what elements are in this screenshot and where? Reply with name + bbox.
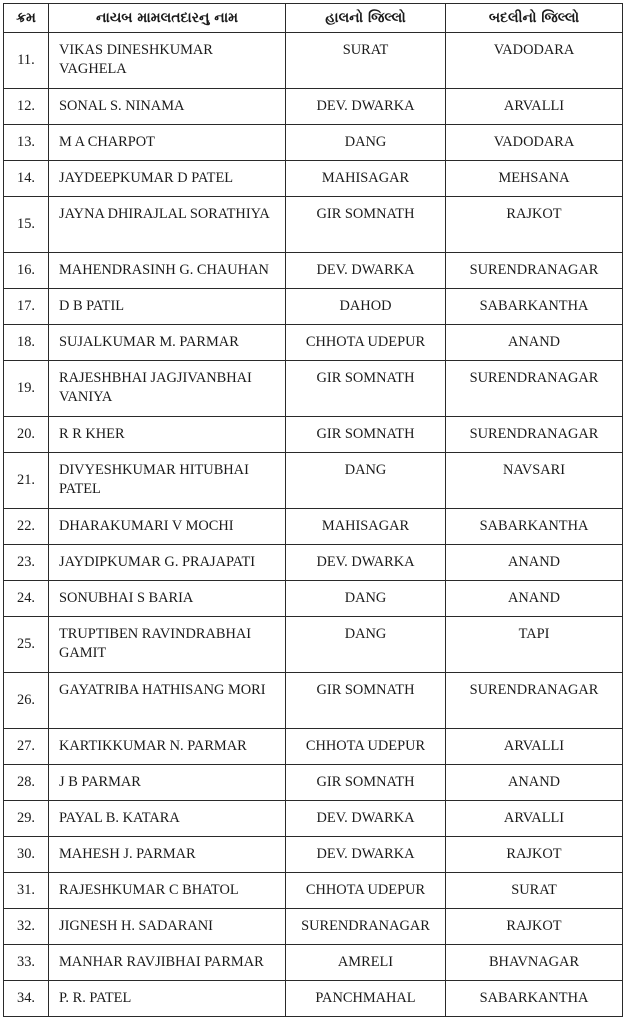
table-row: [4, 325, 623, 361]
cell-sr: 18.: [4, 325, 49, 361]
table-row: [4, 545, 623, 581]
cell-sr: 34.: [4, 981, 49, 1017]
cell-transfer-district: MEHSANA: [446, 161, 623, 197]
cell-transfer-district: SURAT: [446, 873, 623, 909]
cell-name: JAYNA DHIRAJLAL SORATHIYA: [49, 197, 286, 253]
cell-transfer-district: SABARKANTHA: [446, 981, 623, 1017]
cell-transfer-district: SURENDRANAGAR: [446, 253, 623, 289]
cell-transfer-district: ARVALLI: [446, 729, 623, 765]
cell-current-district: AMRELI: [286, 945, 446, 981]
cell-transfer-district: BHAVNAGAR: [446, 945, 623, 981]
table-row: [4, 837, 623, 873]
cell-sr: 25.: [4, 617, 49, 673]
cell-name: DHARAKUMARI V MOCHI: [49, 509, 286, 545]
cell-sr: 11.: [4, 33, 49, 89]
cell-current-district: DEV. DWARKA: [286, 837, 446, 873]
cell-name: MANHAR RAVJIBHAI PARMAR: [49, 945, 286, 981]
header-current-district: હાલનો જિલ્લો: [286, 4, 446, 33]
cell-current-district: PANCHMAHAL: [286, 981, 446, 1017]
table-row: [4, 89, 623, 125]
cell-sr: 15.: [4, 197, 49, 253]
cell-name: DIVYESHKUMAR HITUBHAI PATEL: [49, 453, 286, 509]
table-row: [4, 161, 623, 197]
cell-current-district: CHHOTA UDEPUR: [286, 325, 446, 361]
cell-sr: 14.: [4, 161, 49, 197]
table-row: [4, 945, 623, 981]
cell-sr: 12.: [4, 89, 49, 125]
cell-name: RAJESHBHAI JAGJIVANBHAI VANIYA: [49, 361, 286, 417]
cell-current-district: DANG: [286, 453, 446, 509]
cell-current-district: CHHOTA UDEPUR: [286, 873, 446, 909]
table-row: [4, 453, 623, 509]
table-row: [4, 909, 623, 945]
cell-current-district: GIR SOMNATH: [286, 673, 446, 729]
cell-sr: 31.: [4, 873, 49, 909]
cell-name: KARTIKKUMAR N. PARMAR: [49, 729, 286, 765]
cell-transfer-district: ANAND: [446, 325, 623, 361]
cell-sr: 24.: [4, 581, 49, 617]
cell-name: SONUBHAI S BARIA: [49, 581, 286, 617]
cell-current-district: SURENDRANAGAR: [286, 909, 446, 945]
table-row: [4, 801, 623, 837]
cell-transfer-district: ARVALLI: [446, 89, 623, 125]
cell-transfer-district: RAJKOT: [446, 197, 623, 253]
header-transfer-district: બદલીનો જિલ્લો: [446, 4, 623, 33]
cell-transfer-district: ANAND: [446, 581, 623, 617]
cell-current-district: GIR SOMNATH: [286, 417, 446, 453]
cell-current-district: DEV. DWARKA: [286, 801, 446, 837]
cell-current-district: GIR SOMNATH: [286, 197, 446, 253]
table-row: [4, 873, 623, 909]
cell-current-district: DANG: [286, 581, 446, 617]
cell-transfer-district: SURENDRANAGAR: [446, 673, 623, 729]
cell-name: PAYAL B. KATARA: [49, 801, 286, 837]
cell-current-district: DAHOD: [286, 289, 446, 325]
cell-sr: 29.: [4, 801, 49, 837]
cell-sr: 30.: [4, 837, 49, 873]
table-row: [4, 581, 623, 617]
cell-sr: 22.: [4, 509, 49, 545]
cell-name: JAYDEEPKUMAR D PATEL: [49, 161, 286, 197]
table-row: [4, 417, 623, 453]
cell-sr: 28.: [4, 765, 49, 801]
transfer-table: [3, 3, 623, 1017]
cell-name: SONAL S. NINAMA: [49, 89, 286, 125]
header-name: નાયબ મામલતદારનુ નામ: [49, 4, 286, 33]
cell-name: J B PARMAR: [49, 765, 286, 801]
table-row: [4, 253, 623, 289]
cell-current-district: DANG: [286, 617, 446, 673]
cell-transfer-district: RAJKOT: [446, 837, 623, 873]
cell-current-district: DEV. DWARKA: [286, 89, 446, 125]
cell-name: SUJALKUMAR M. PARMAR: [49, 325, 286, 361]
cell-transfer-district: NAVSARI: [446, 453, 623, 509]
cell-name: VIKAS DINESHKUMAR VAGHELA: [49, 33, 286, 89]
table-row: [4, 981, 623, 1017]
cell-transfer-district: SABARKANTHA: [446, 509, 623, 545]
header-row: [4, 4, 623, 33]
cell-transfer-district: VADODARA: [446, 125, 623, 161]
cell-current-district: DANG: [286, 125, 446, 161]
cell-current-district: SURAT: [286, 33, 446, 89]
cell-sr: 26.: [4, 673, 49, 729]
cell-transfer-district: ANAND: [446, 765, 623, 801]
table-row: [4, 509, 623, 545]
cell-sr: 33.: [4, 945, 49, 981]
cell-name: GAYATRIBA HATHISANG MORI: [49, 673, 286, 729]
cell-current-district: DEV. DWARKA: [286, 253, 446, 289]
table-row: [4, 125, 623, 161]
cell-sr: 23.: [4, 545, 49, 581]
cell-name: MAHENDRASINH G. CHAUHAN: [49, 253, 286, 289]
cell-transfer-district: SURENDRANAGAR: [446, 361, 623, 417]
cell-current-district: DEV. DWARKA: [286, 545, 446, 581]
cell-transfer-district: VADODARA: [446, 33, 623, 89]
cell-name: D B PATIL: [49, 289, 286, 325]
table-row: [4, 361, 623, 417]
cell-name: R R KHER: [49, 417, 286, 453]
cell-name: RAJESHKUMAR C BHATOL: [49, 873, 286, 909]
cell-transfer-district: ANAND: [446, 545, 623, 581]
cell-transfer-district: SABARKANTHA: [446, 289, 623, 325]
cell-name: JAYDIPKUMAR G. PRAJAPATI: [49, 545, 286, 581]
table-row: [4, 289, 623, 325]
cell-transfer-district: RAJKOT: [446, 909, 623, 945]
cell-sr: 19.: [4, 361, 49, 417]
cell-sr: 17.: [4, 289, 49, 325]
cell-sr: 27.: [4, 729, 49, 765]
table-row: [4, 197, 623, 253]
cell-sr: 16.: [4, 253, 49, 289]
cell-name: M A CHARPOT: [49, 125, 286, 161]
cell-transfer-district: TAPI: [446, 617, 623, 673]
cell-current-district: MAHISAGAR: [286, 161, 446, 197]
cell-name: TRUPTIBEN RAVINDRABHAI GAMIT: [49, 617, 286, 673]
cell-name: P. R. PATEL: [49, 981, 286, 1017]
cell-sr: 21.: [4, 453, 49, 509]
table-row: [4, 729, 623, 765]
cell-transfer-district: SURENDRANAGAR: [446, 417, 623, 453]
cell-transfer-district: ARVALLI: [446, 801, 623, 837]
cell-sr: 32.: [4, 909, 49, 945]
cell-current-district: MAHISAGAR: [286, 509, 446, 545]
cell-name: MAHESH J. PARMAR: [49, 837, 286, 873]
cell-name: JIGNESH H. SADARANI: [49, 909, 286, 945]
table-row: [4, 673, 623, 729]
table-row: [4, 617, 623, 673]
table-row: [4, 765, 623, 801]
cell-current-district: CHHOTA UDEPUR: [286, 729, 446, 765]
table-row: [4, 33, 623, 89]
header-sr: ક્રમ: [4, 4, 49, 33]
cell-sr: 20.: [4, 417, 49, 453]
cell-current-district: GIR SOMNATH: [286, 765, 446, 801]
cell-sr: 13.: [4, 125, 49, 161]
cell-current-district: GIR SOMNATH: [286, 361, 446, 417]
